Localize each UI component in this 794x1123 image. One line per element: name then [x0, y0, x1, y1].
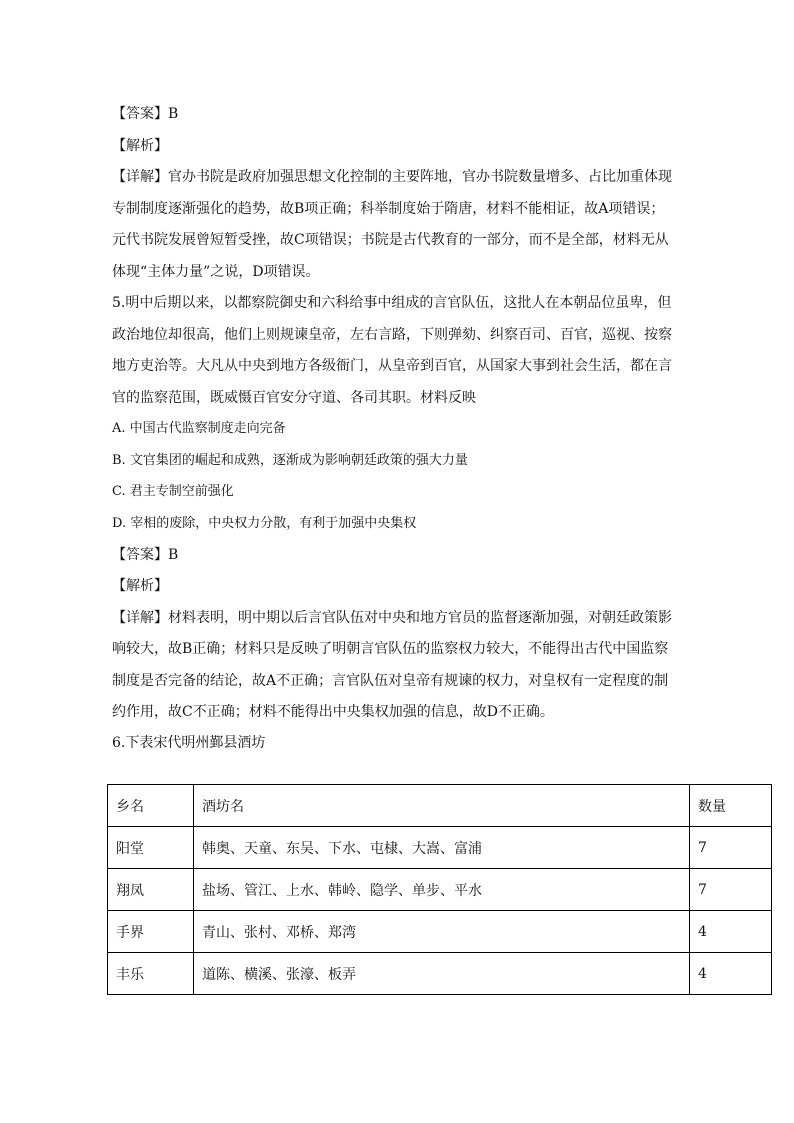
q5-detail-line: 【详解】材料表明，明中期以后言官队伍对中央和地方官员的监督逐渐加强，对朝廷政策影	[112, 610, 672, 626]
q5-stem-line: 政治地位却很高，他们上则规谏皇帝，左右言路，下则弹劾、纠察百司、百官，巡视、按察	[112, 327, 672, 343]
wine-shop-table	[107, 784, 772, 995]
q4-detail-line: 元代书院发展曾短暂受挫，故C项错误；书院是古代教育的一部分，而不是全部，材料无从	[112, 232, 669, 248]
count-cell: 7	[690, 869, 772, 911]
township-cell: 手界	[108, 911, 194, 953]
count-cell: 4	[690, 911, 772, 953]
table-row	[108, 869, 772, 911]
shop-names-cell: 青山、张村、邓桥、郑湾	[194, 911, 690, 953]
q5-answer: 【答案】B	[112, 547, 179, 563]
shop-names-cell: 盐场、管江、上水、韩岭、隐学、单步、平水	[194, 869, 690, 911]
q6-stem: 6.下表宋代明州鄞县酒坊	[112, 735, 266, 751]
q5-stem-line: 地方吏治等。大凡从中央到地方各级衙门，从皇帝到百官，从国家大事到社会生活，都在言	[112, 358, 672, 374]
q4-analysis-label: 【解析】	[112, 138, 168, 154]
township-cell: 阳堂	[108, 827, 194, 869]
q5-detail-line: 响较大，故B正确；材料只是反映了明朝言官队伍的监察权力较大，不能得出古代中国监察	[112, 641, 669, 657]
q4-detail-line: 体现“主体力量”之说，D项错误。	[112, 264, 320, 280]
header-township: 乡名	[108, 785, 194, 827]
table-row	[108, 911, 772, 953]
header-count: 数量	[690, 785, 772, 827]
q5-detail-line: 制度是否完备的结论，故A不正确；言官队伍对皇帝有规谏的权力，对皇权有一定程度的制	[112, 673, 669, 689]
q5-option-c: C. 君主专制空前强化	[112, 484, 234, 499]
township-cell: 丰乐	[108, 953, 194, 995]
table-row	[108, 827, 772, 869]
count-cell: 7	[690, 827, 772, 869]
count-cell: 4	[690, 953, 772, 995]
header-shop-names: 酒坊名	[194, 785, 690, 827]
q5-stem-line: 5.明中后期以来，以都察院御史和六科给事中组成的言官队伍，这批人在本朝品位虽卑，但	[112, 295, 672, 311]
table-header-row	[108, 785, 772, 827]
q5-detail-line: 约作用，故C不正确；材料不能得出中央集权加强的信息，故D不正确。	[112, 704, 554, 720]
q5-option-a: A. 中国古代监察制度走向完备	[112, 421, 286, 436]
q5-option-b: B. 文官集团的崛起和成熟，逐渐成为影响朝廷政策的强大力量	[112, 453, 468, 468]
shop-names-cell: 道陈、横溪、张濠、板弄	[194, 953, 690, 995]
q5-option-d: D. 宰相的废除，中央权力分散，有利于加强中央集权	[112, 516, 417, 531]
township-cell: 翔凤	[108, 869, 194, 911]
table-row	[108, 953, 772, 995]
q4-detail-line: 【详解】官办书院是政府加强思想文化控制的主要阵地，官办书院数量增多、占比加重体现	[112, 169, 672, 185]
q4-detail-line: 专制制度逐渐强化的趋势，故B项正确；科举制度始于隋唐，材料不能相证，故A项错误；	[112, 201, 665, 217]
shop-names-cell: 韩奥、天童、东吴、下水、屯棣、大嵩、富浦	[194, 827, 690, 869]
q5-stem-line: 官的监察范围，既威慑百官安分守道、各司其职。材料反映	[112, 390, 476, 406]
q5-analysis-label: 【解析】	[112, 578, 168, 594]
q4-answer: 【答案】B	[112, 106, 179, 122]
